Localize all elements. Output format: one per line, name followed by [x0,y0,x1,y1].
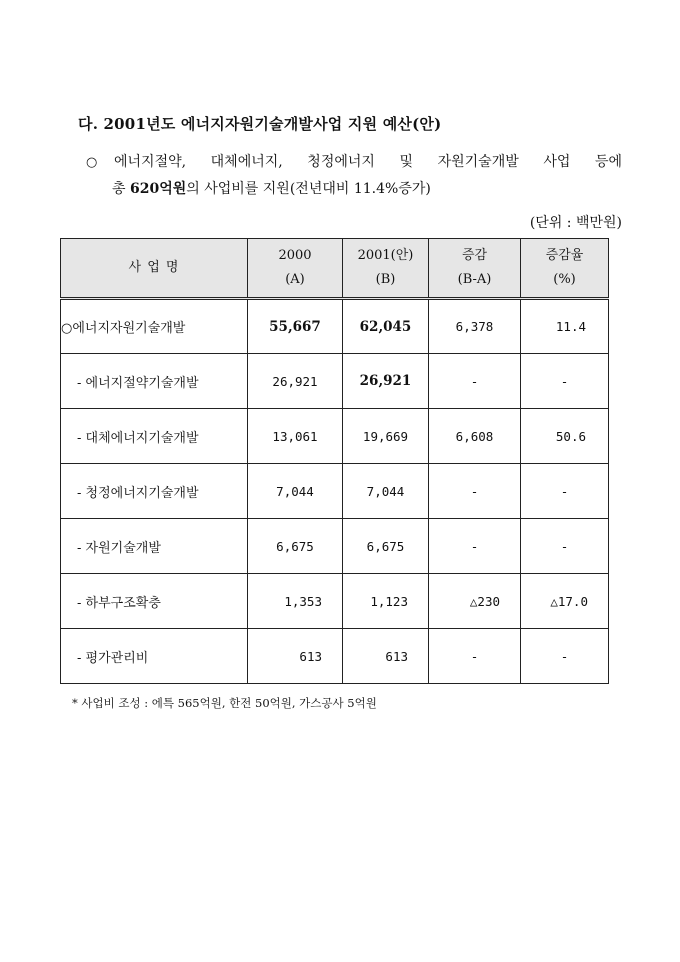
bullet-line2-rest: 의 사업비를 지원(전년대비 11.4%증가) [186,181,431,197]
row-rate: 50.6 [521,409,609,464]
row-value-2001: 6,675 [343,519,429,574]
table-row [61,354,609,409]
row-value-2001: 62,045 [343,299,429,354]
header-2000: 2000 (A) [248,239,343,299]
row-difference: - [429,464,521,519]
row-name: - 자원기술개발 [61,519,248,574]
row-value-2001: 613 [343,629,429,684]
header-rate: 증감율 (%) [521,239,609,299]
row-value-2001: 19,669 [343,409,429,464]
row-rate: - [521,354,609,409]
table-row [61,464,609,519]
row-value-2001: 26,921 [343,354,429,409]
row-value-2000: 613 [248,629,343,684]
bullet-line2-prefix: 총 [112,181,130,197]
bullet-total-amount: 620억원 [129,181,187,197]
row-value-2001: 1,123 [343,574,429,629]
table-row [61,519,609,574]
bullet-paragraph-line1 [86,151,622,171]
row-difference: 6,608 [429,409,521,464]
row-value-2000: 6,675 [248,519,343,574]
header-difference: 증감 (B-A) [429,239,521,299]
row-rate: △17.0 [521,574,609,629]
header-2001: 2001(안) (B) [343,239,429,299]
row-name: - 에너지절약기술개발 [61,354,248,409]
budget-table [60,238,609,684]
row-rate: - [521,464,609,519]
row-name: ○에너지자원기술개발 [61,299,248,354]
row-rate: - [521,519,609,574]
row-rate: 11.4 [521,299,609,354]
bullet-paragraph-line2 [112,178,431,198]
row-value-2001: 7,044 [343,464,429,519]
row-name: - 평가관리비 [61,629,248,684]
row-difference: - [429,354,521,409]
header-project-name: 사 업 명 [61,239,248,299]
table-row [61,299,609,354]
footnote: * 사업비 조성 : 에특 565억원, 한전 50억원, 가스공사 5억원 [72,696,377,710]
row-name: - 청정에너지기술개발 [61,464,248,519]
row-difference: - [429,629,521,684]
table-row [61,574,609,629]
row-difference: △230 [429,574,521,629]
bullet-marker: ○ [86,155,98,170]
row-value-2000: 26,921 [248,354,343,409]
row-difference: 6,378 [429,299,521,354]
row-value-2000: 1,353 [248,574,343,629]
row-value-2000: 7,044 [248,464,343,519]
row-value-2000: 55,667 [248,299,343,354]
table-row [61,629,609,684]
row-name: - 대체에너지기술개발 [61,409,248,464]
row-name: - 하부구조확충 [61,574,248,629]
row-rate: - [521,629,609,684]
section-heading: 다. 2001년도 에너지자원기술개발사업 지원 예산(안) [78,115,442,133]
row-difference: - [429,519,521,574]
bullet-text-line1: 에너지절약, 대체에너지, 청정에너지 및 자원기술개발 사업 등에 [114,154,622,170]
row-value-2000: 13,061 [248,409,343,464]
table-header-row [61,239,609,299]
table-row [61,409,609,464]
unit-label: (단위 : 백만원) [529,215,622,231]
